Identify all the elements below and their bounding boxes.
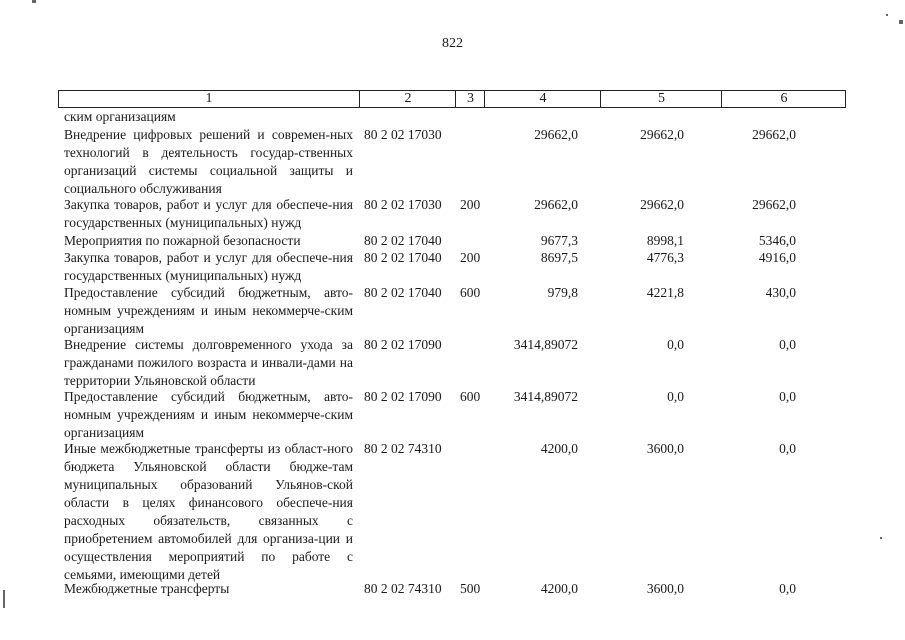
row-description: Внедрение системы долговременного ухода за гражданами пожилого возраста и инвали-дами на территории Ульяновской области bbox=[64, 337, 353, 388]
row-value-col6: 430,0 bbox=[765, 285, 796, 300]
row-expense-type: 500 bbox=[460, 581, 481, 596]
row-code: 80 2 02 74310 bbox=[364, 441, 442, 456]
row-expense-type: 600 bbox=[460, 285, 481, 300]
scan-speck bbox=[899, 20, 903, 24]
row-value-col5: 8998,1 bbox=[646, 233, 684, 248]
row-expense-type: 200 bbox=[460, 197, 481, 212]
row-description: Закупка товаров, работ и услуг для обеспече-ния государственных (муниципальных) нужд bbox=[64, 250, 353, 283]
header-col-5: 5 bbox=[600, 91, 722, 107]
row-description: ским организациям bbox=[64, 109, 176, 124]
scan-speck bbox=[880, 537, 882, 539]
row-description: Межбюджетные трансферты bbox=[64, 581, 230, 596]
header-col-1: 1 bbox=[205, 91, 213, 106]
row-code: 80 2 02 17090 bbox=[364, 389, 442, 404]
row-value-col5: 29662,0 bbox=[640, 197, 684, 212]
row-value-col5: 0,0 bbox=[667, 337, 684, 352]
row-value-col6: 0,0 bbox=[779, 581, 796, 596]
row-code: 80 2 02 74310 bbox=[364, 581, 442, 596]
row-value-col4: 3414,89072 bbox=[513, 337, 578, 352]
row-value-col4: 9677,3 bbox=[540, 233, 578, 248]
row-value-col4: 4200,0 bbox=[540, 441, 578, 456]
row-value-col6: 29662,0 bbox=[752, 127, 796, 142]
page-number: 822 bbox=[442, 36, 463, 51]
header-col-3: 3 bbox=[455, 91, 485, 107]
row-value-col5: 4776,3 bbox=[646, 250, 684, 265]
row-value-col6: 4916,0 bbox=[758, 250, 796, 265]
header-col-4: 4 bbox=[484, 91, 601, 107]
row-value-col4: 29662,0 bbox=[534, 127, 578, 142]
row-code: 80 2 02 17030 bbox=[364, 197, 442, 212]
row-expense-type: 200 bbox=[460, 250, 481, 265]
row-value-col5: 29662,0 bbox=[640, 127, 684, 142]
row-value-col5: 3600,0 bbox=[646, 581, 684, 596]
row-value-col6: 0,0 bbox=[779, 337, 796, 352]
scan-speck bbox=[32, 0, 36, 3]
row-description: Иные межбюджетные трансферты из област-ного бюджета Ульяновской области бюдже-там муниципальных образований Ульянов-ской области в целях финансового обеспече-ния расходных обязательств, связанных с приобретением автомобилей для организа-ции и осуществления мероприятий по работе с семьями, имеющими детей bbox=[64, 441, 353, 582]
row-description: Предоставление субсидий бюджетным, авто-номным учреждениям и иным некоммерче-ским организациям bbox=[64, 285, 353, 336]
row-value-col6: 0,0 bbox=[779, 441, 796, 456]
row-value-col5: 0,0 bbox=[667, 389, 684, 404]
row-description: Мероприятия по пожарной безопасности bbox=[64, 233, 301, 248]
row-value-col6: 0,0 bbox=[779, 389, 796, 404]
row-value-col4: 8697,5 bbox=[540, 250, 578, 265]
row-code: 80 2 02 17040 bbox=[364, 250, 442, 265]
row-description: Закупка товаров, работ и услуг для обеспече-ния государственных (муниципальных) нужд bbox=[64, 197, 353, 230]
scan-speck bbox=[3, 590, 5, 608]
row-code: 80 2 02 17090 bbox=[364, 337, 442, 352]
row-value-col4: 979,8 bbox=[547, 285, 578, 300]
row-code: 80 2 02 17040 bbox=[364, 285, 442, 300]
row-description: Предоставление субсидий бюджетным, авто-номным учреждениям и иным некоммерче-ским организациям bbox=[64, 389, 353, 440]
row-value-col5: 4221,8 bbox=[646, 285, 684, 300]
row-value-col4: 3414,89072 bbox=[513, 389, 578, 404]
row-value-col6: 29662,0 bbox=[752, 197, 796, 212]
row-expense-type: 600 bbox=[460, 389, 481, 404]
row-description: Внедрение цифровых решений и современ-ных технологий в деятельность государ-ственных организаций системы социальной защиты и социального обслуживания bbox=[64, 127, 353, 196]
row-value-col4: 4200,0 bbox=[540, 581, 578, 596]
row-value-col6: 5346,0 bbox=[758, 233, 796, 248]
row-code: 80 2 02 17030 bbox=[364, 127, 442, 142]
scan-speck bbox=[886, 14, 888, 16]
row-value-col5: 3600,0 bbox=[646, 441, 684, 456]
row-code: 80 2 02 17040 bbox=[364, 233, 442, 248]
row-value-col4: 29662,0 bbox=[534, 197, 578, 212]
header-col-6: 6 bbox=[721, 91, 846, 107]
header-col-2: 2 bbox=[359, 91, 456, 107]
